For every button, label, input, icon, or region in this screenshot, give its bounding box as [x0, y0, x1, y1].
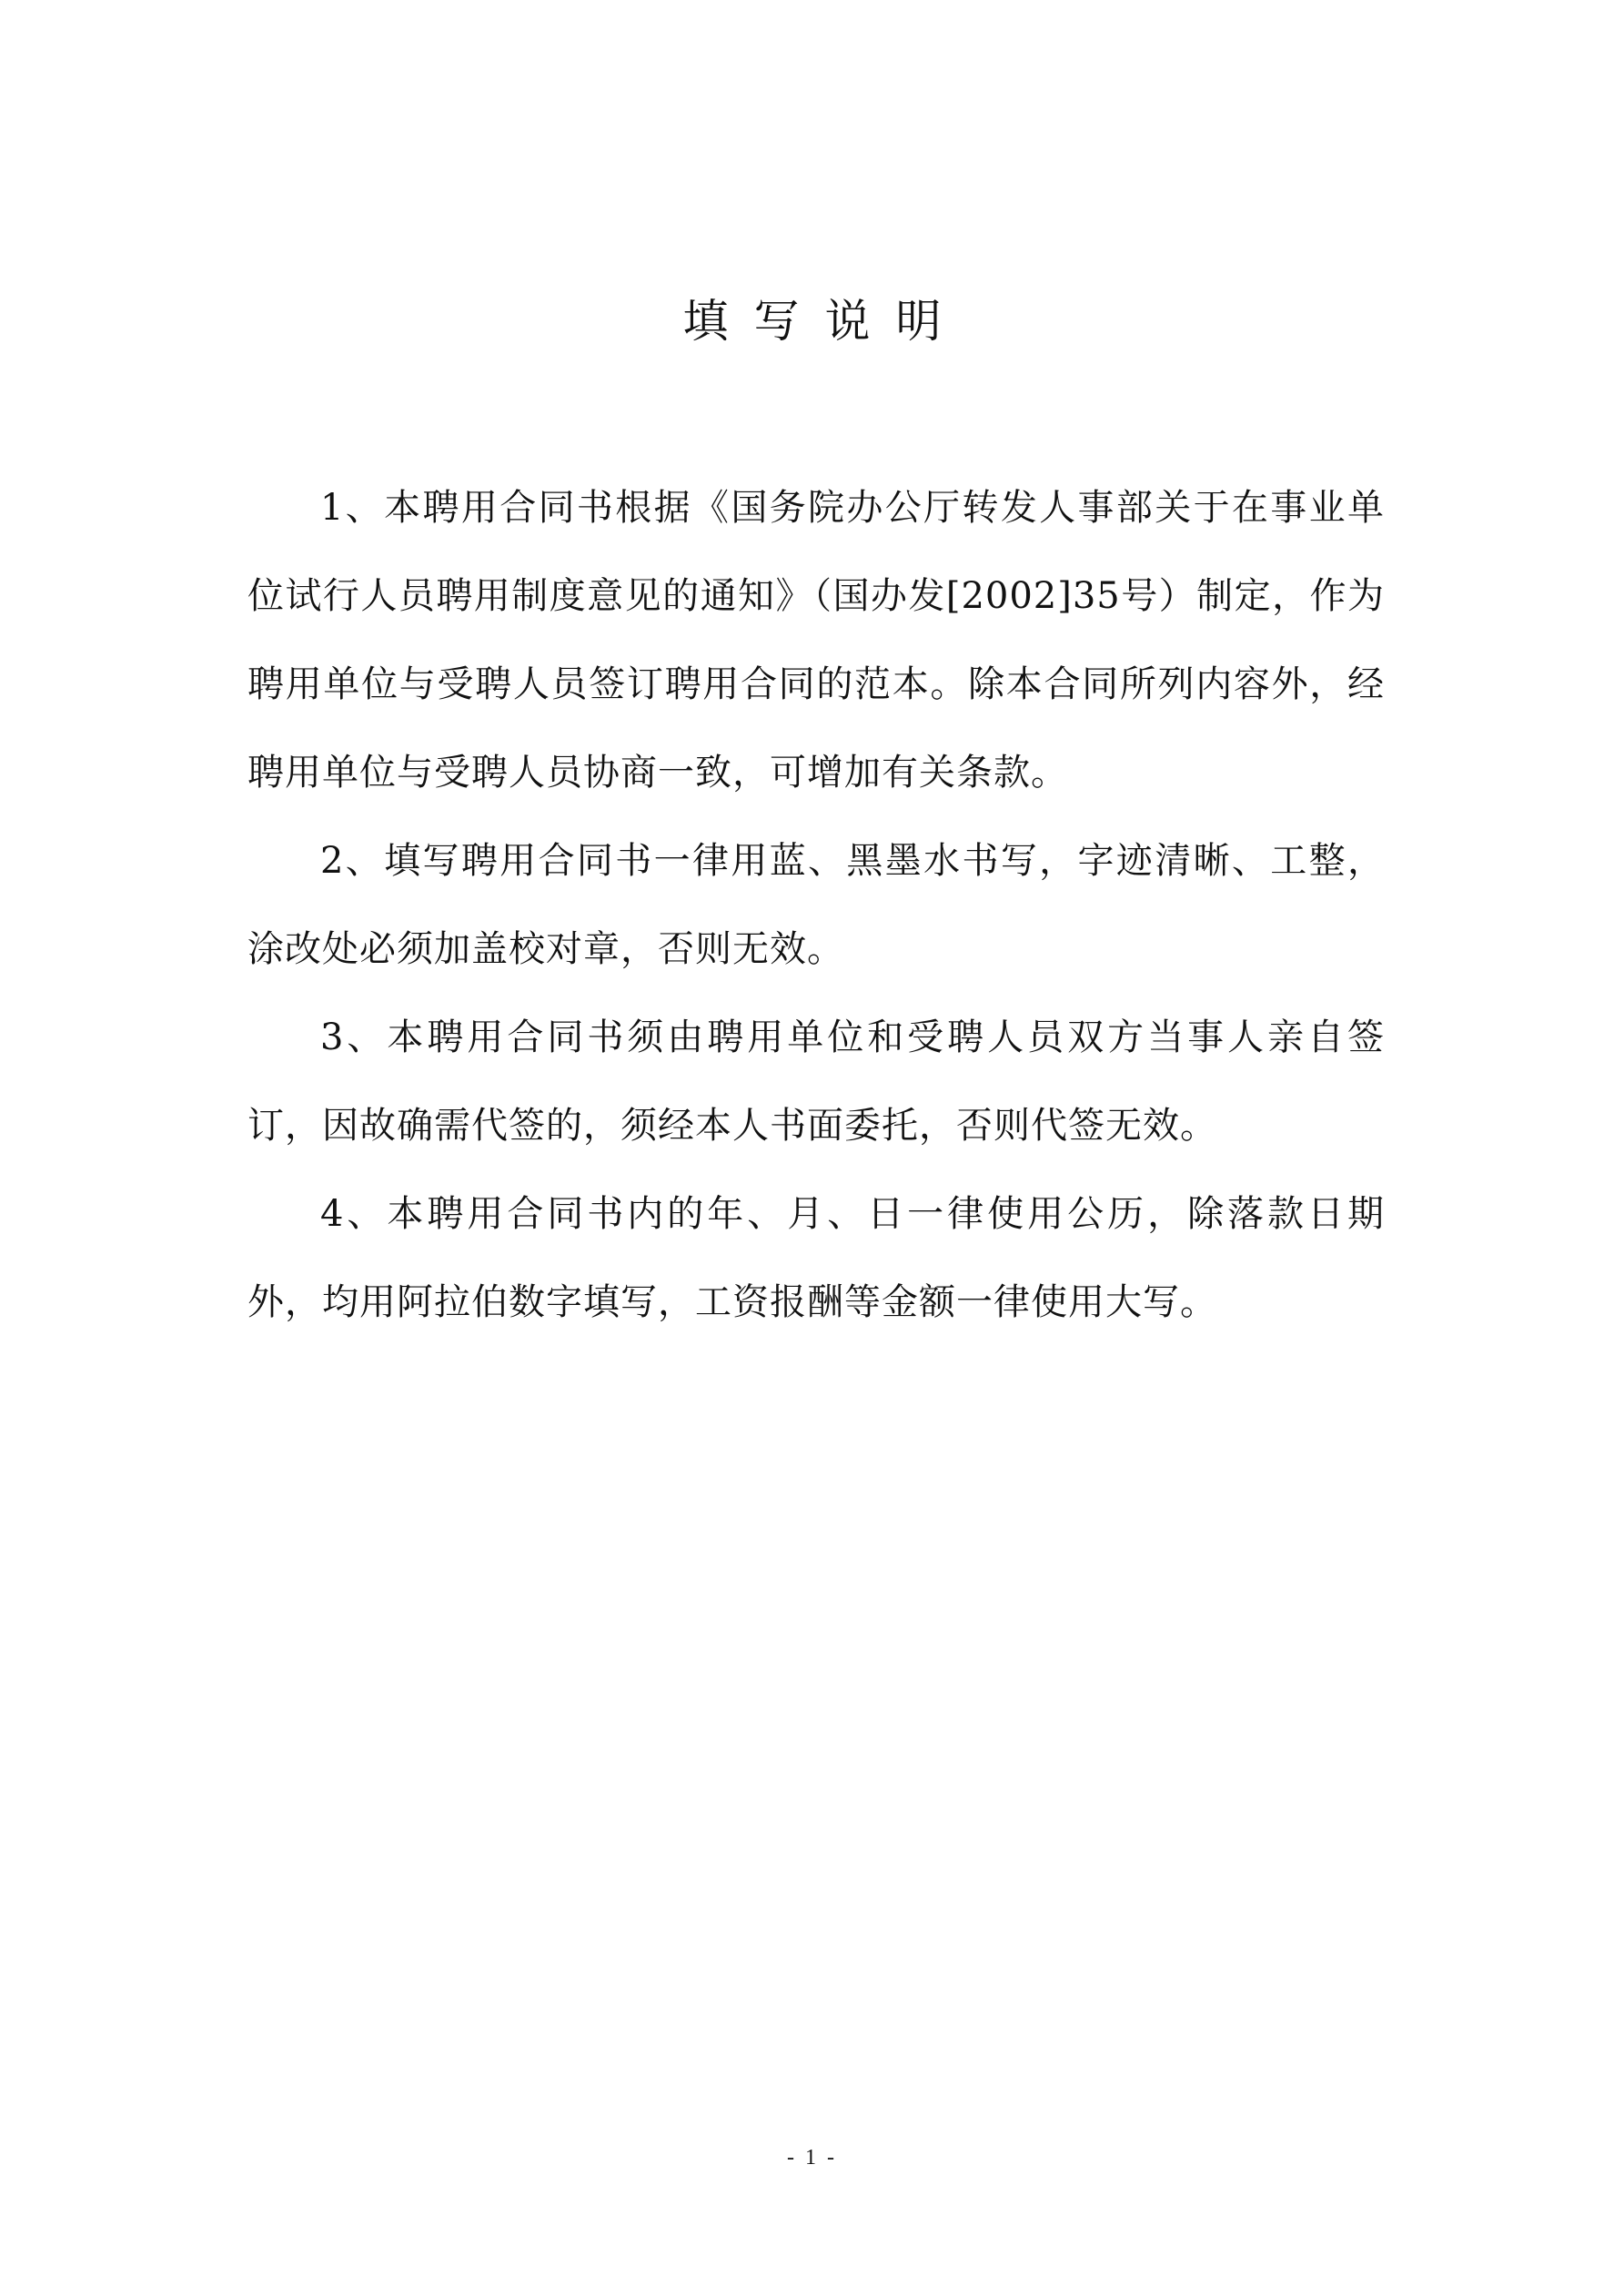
page-number: - 1 -	[787, 2146, 837, 2170]
instruction-paragraph-3: 3、本聘用合同书须由聘用单位和受聘人员双方当事人亲自签订，因故确需代签的，须经本人书面委托，否则代签无效。	[247, 1017, 1385, 1147]
instruction-paragraph-1: 1、本聘用合同书根据《国务院办公厅转发人事部关于在事业单位试行人员聘用制度意见的通知》（国办发[2002]35号）制定，作为聘用单位与受聘人员签订聘用合同的范本。除本合同所列内容外，经聘用单位与受聘人员协商一致，可增加有关条款。	[247, 487, 1385, 794]
instruction-paragraph-2: 2、填写聘用合同书一律用蓝、黑墨水书写，字迹清晰、工整，涂改处必须加盖校对章，否则无效。	[247, 840, 1385, 970]
instruction-paragraph-4: 4、本聘用合同书内的年、月、日一律使用公历，除落款日期外，均用阿拉伯数字填写，工资报酬等金额一律使用大写。	[247, 1193, 1385, 1323]
page-title: 填写说明	[682, 295, 967, 348]
instructions-body	[247, 464, 1385, 1347]
